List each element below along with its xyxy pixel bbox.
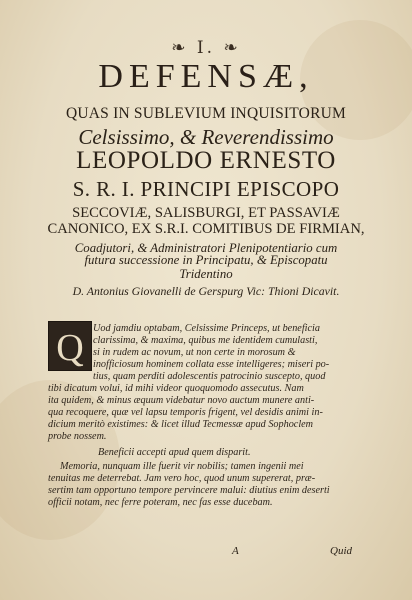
dedication-signature: D. Antonius Giovanelli de Gerspurg Vic: Thioni Dicavit. <box>72 284 340 298</box>
body-line: officii notam, nec ferre poteram, nec fas esse ducebam. <box>48 497 273 508</box>
catchword: Quid <box>330 545 352 557</box>
body-line: probe nossem. <box>48 431 107 442</box>
body-line: Uod jamdiu optabam, Celsissime Princeps, ut beneficia <box>93 323 320 334</box>
dropcap-initial <box>48 321 92 371</box>
section-ornament: ❧ I. ❧ <box>171 38 241 58</box>
title-line-3: Celsissimo, & Reverendissimo <box>78 125 334 149</box>
body-line: qua recoquere, quæ vel lapsu temporis frigent, vel desidis animi in- <box>48 407 323 418</box>
title-line-6: SECCOVIÆ, SALISBURGI, ET PASSAVIÆ <box>72 205 340 221</box>
body-line: ita quidem, & minus æquum videbatur novo auctum munere anti- <box>48 395 315 406</box>
title-line-10: Tridentino <box>179 267 233 281</box>
title-line-5: S. R. I. PRINCIPI EPISCOPO <box>72 177 340 201</box>
body-line: inofficiosum hominem collata esse intelligeres; miseri po- <box>93 359 330 370</box>
title-line-8: Coadjutori, & Administratori Plenipotentiario cum <box>74 241 338 255</box>
body-line: Memoria, nunquam ille fuerit vir nobilis; tamen ingenii mei <box>60 461 304 472</box>
dedicatee-name: LEOPOLDO ERNESTO <box>76 147 336 174</box>
title-line-9: futura successione in Principatu, & Episcopatu <box>84 253 328 267</box>
body-line: tius, quam perditi adolescentis patrocinio suscepto, quod <box>93 371 326 382</box>
body-line: sertim tam opportuno tempore pervincere malui: diutius enim deserti <box>48 485 330 496</box>
document-title: DEFENSÆ, <box>98 58 314 95</box>
body-line: dicium meritò existimes: & licet illud Tecmessæ apud Sophoclem <box>48 419 314 430</box>
body-line: Beneficii accepti apud quem disparit. <box>98 447 251 458</box>
body-line: si in rudem ac novum, ut non certe in morosum & <box>93 347 296 358</box>
body-line: tenuitas me deterrebat. Jam vero hoc, quod unum supererat, præ- <box>48 473 316 484</box>
body-line: clarissima, & maxima, quibus me identidem cumulasti, <box>93 335 318 346</box>
dropcap-letter: Q <box>56 327 84 369</box>
title-line-2: QUAS IN SUBLEVIUM INQUISITORUM <box>66 105 346 122</box>
signature-mark: A <box>232 545 239 557</box>
title-line-7: CANONICO, EX S.R.I. COMITIBUS DE FIRMIAN, <box>47 221 365 237</box>
body-line: tibi dicatum volui, id mihi videor quoquomodo assecutus. Nam <box>48 383 304 394</box>
